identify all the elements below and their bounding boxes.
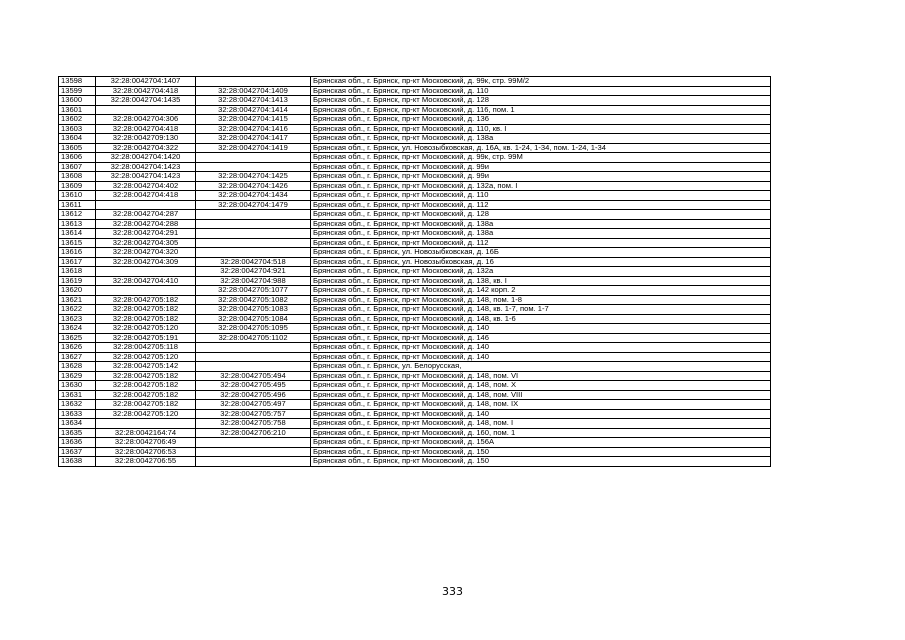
address-cell: Брянская обл., г. Брянск, пр-кт Московский, д. 110 — [311, 191, 771, 201]
row-number-cell: 13630 — [59, 381, 96, 391]
row-number-cell: 13622 — [59, 305, 96, 315]
address-cell: Брянская обл., г. Брянск, пр-кт Московский, д. 99и — [311, 172, 771, 182]
address-cell: Брянская обл., г. Брянск, пр-кт Московский, д. 148, пом. I — [311, 419, 771, 429]
row-number-cell: 13608 — [59, 172, 96, 182]
object-cadastral-number-cell — [196, 229, 311, 239]
cadastral-number-cell: 32:28:0042704:1435 — [96, 96, 196, 106]
cadastral-number-cell: 32:28:0042704:291 — [96, 229, 196, 239]
cadastral-number-cell: 32:28:0042705:120 — [96, 352, 196, 362]
table-row — [59, 86, 771, 96]
address-cell: Брянская обл., г. Брянск, пр-кт Московский, д. 148, пом. IX — [311, 400, 771, 410]
object-cadastral-number-cell — [196, 343, 311, 353]
row-number-cell: 13611 — [59, 200, 96, 210]
address-cell: Брянская обл., г. Брянск, ул. Новозыбковская, д. 16А, кв. 1-24, 1-34, пом. 1-24, 1-34 — [311, 143, 771, 153]
address-cell: Брянская обл., г. Брянск, пр-кт Московский, д. 148, пом. VIII — [311, 390, 771, 400]
cadastral-number-cell: 32:28:0042704:1423 — [96, 172, 196, 182]
table-row — [59, 153, 771, 163]
cadastral-number-cell: 32:28:0042704:287 — [96, 210, 196, 220]
cadastral-number-cell: 32:28:0042704:418 — [96, 124, 196, 134]
object-cadastral-number-cell — [196, 238, 311, 248]
table-row — [59, 409, 771, 419]
object-cadastral-number-cell — [196, 77, 311, 87]
table-row — [59, 305, 771, 315]
address-cell: Брянская обл., г. Брянск, пр-кт Московский, д. 146 — [311, 333, 771, 343]
object-cadastral-number-cell: 32:28:0042705:1084 — [196, 314, 311, 324]
row-number-cell: 13615 — [59, 238, 96, 248]
row-number-cell: 13605 — [59, 143, 96, 153]
cadastral-number-cell: 32:28:0042704:288 — [96, 219, 196, 229]
cadastral-number-cell: 32:28:0042705:182 — [96, 381, 196, 391]
cadastral-number-cell: 32:28:0042706:49 — [96, 438, 196, 448]
row-number-cell: 13635 — [59, 428, 96, 438]
row-number-cell: 13628 — [59, 362, 96, 372]
table-row — [59, 276, 771, 286]
cadastral-number-cell: 32:28:0042704:402 — [96, 181, 196, 191]
address-cell: Брянская обл., г. Брянск, пр-кт Московский, д. 148, пом. VI — [311, 371, 771, 381]
object-cadastral-number-cell: 32:28:0042706:210 — [196, 428, 311, 438]
object-cadastral-number-cell — [196, 210, 311, 220]
cadastral-number-cell: 32:28:0042704:322 — [96, 143, 196, 153]
cadastral-number-cell: 32:28:0042164:74 — [96, 428, 196, 438]
row-number-cell: 13599 — [59, 86, 96, 96]
table-row — [59, 419, 771, 429]
address-cell: Брянская обл., г. Брянск, пр-кт Московский, д. 156А — [311, 438, 771, 448]
table-row — [59, 210, 771, 220]
row-number-cell: 13629 — [59, 371, 96, 381]
row-number-cell: 13602 — [59, 115, 96, 125]
row-number-cell: 13601 — [59, 105, 96, 115]
cadastral-number-cell: 32:28:0042705:142 — [96, 362, 196, 372]
object-cadastral-number-cell: 32:28:0042705:758 — [196, 419, 311, 429]
object-cadastral-number-cell: 32:28:0042704:1416 — [196, 124, 311, 134]
row-number-cell: 13621 — [59, 295, 96, 305]
cadastral-number-cell: 32:28:0042705:182 — [96, 371, 196, 381]
table-row — [59, 143, 771, 153]
cadastral-number-cell: 32:28:0042704:305 — [96, 238, 196, 248]
table-row — [59, 352, 771, 362]
table-body — [59, 77, 771, 467]
table-row — [59, 324, 771, 334]
row-number-cell: 13618 — [59, 267, 96, 277]
table-row — [59, 343, 771, 353]
address-cell: Брянская обл., г. Брянск, пр-кт Московский, д. 160, пом. 1 — [311, 428, 771, 438]
address-cell: Брянская обл., г. Брянск, пр-кт Московский, д. 99к, стр. 99М/2 — [311, 77, 771, 87]
table-row — [59, 229, 771, 239]
cadastral-number-cell — [96, 267, 196, 277]
row-number-cell: 13624 — [59, 324, 96, 334]
cadastral-number-cell: 32:28:0042706:53 — [96, 447, 196, 457]
table-row — [59, 77, 771, 87]
row-number-cell: 13613 — [59, 219, 96, 229]
object-cadastral-number-cell: 32:28:0042704:518 — [196, 257, 311, 267]
table-row — [59, 248, 771, 258]
row-number-cell: 13619 — [59, 276, 96, 286]
object-cadastral-number-cell: 32:28:0042704:1409 — [196, 86, 311, 96]
row-number-cell: 13620 — [59, 286, 96, 296]
cadastral-number-cell: 32:28:0042705:182 — [96, 390, 196, 400]
table-row — [59, 381, 771, 391]
table-row — [59, 438, 771, 448]
address-cell: Брянская обл., г. Брянск, пр-кт Московский, д. 110 — [311, 86, 771, 96]
address-cell: Брянская обл., г. Брянск, пр-кт Московский, д. 112 — [311, 238, 771, 248]
table-row — [59, 267, 771, 277]
row-number-cell: 13607 — [59, 162, 96, 172]
object-cadastral-number-cell: 32:28:0042704:1434 — [196, 191, 311, 201]
object-cadastral-number-cell — [196, 153, 311, 163]
page-number: 333 — [442, 585, 463, 598]
address-cell: Брянская обл., г. Брянск, пр-кт Московский, д. 148, кв. 1-7, пом. 1-7 — [311, 305, 771, 315]
cadastral-number-cell: 32:28:0042704:418 — [96, 86, 196, 96]
table-row — [59, 238, 771, 248]
row-number-cell: 13634 — [59, 419, 96, 429]
cadastral-number-cell: 32:28:0042706:55 — [96, 457, 196, 467]
cadastral-number-cell: 32:28:0042705:182 — [96, 400, 196, 410]
table-row — [59, 400, 771, 410]
object-cadastral-number-cell: 32:28:0042705:1077 — [196, 286, 311, 296]
row-number-cell: 13637 — [59, 447, 96, 457]
object-cadastral-number-cell: 32:28:0042704:1419 — [196, 143, 311, 153]
table-row — [59, 134, 771, 144]
object-cadastral-number-cell: 32:28:0042704:921 — [196, 267, 311, 277]
table-row — [59, 162, 771, 172]
cadastral-number-cell: 32:28:0042709:130 — [96, 134, 196, 144]
table-row — [59, 115, 771, 125]
cadastral-number-cell: 32:28:0042705:120 — [96, 409, 196, 419]
object-cadastral-number-cell — [196, 438, 311, 448]
cadastral-number-cell: 32:28:0042705:120 — [96, 324, 196, 334]
address-cell: Брянская обл., г. Брянск, пр-кт Московский, д. 140 — [311, 352, 771, 362]
object-cadastral-number-cell: 32:28:0042704:1479 — [196, 200, 311, 210]
object-cadastral-number-cell: 32:28:0042704:1413 — [196, 96, 311, 106]
object-cadastral-number-cell: 32:28:0042704:1425 — [196, 172, 311, 182]
property-register-table — [58, 76, 771, 467]
address-cell: Брянская обл., г. Брянск, ул. Белорусская, — [311, 362, 771, 372]
address-cell: Брянская обл., г. Брянск, пр-кт Московский, д. 148, пом. 1-8 — [311, 295, 771, 305]
address-cell: Брянская обл., г. Брянск, пр-кт Московский, д. 132а — [311, 267, 771, 277]
row-number-cell: 13633 — [59, 409, 96, 419]
cadastral-number-cell: 32:28:0042705:182 — [96, 295, 196, 305]
object-cadastral-number-cell: 32:28:0042705:495 — [196, 381, 311, 391]
address-cell: Брянская обл., г. Брянск, пр-кт Московский, д. 128 — [311, 96, 771, 106]
row-number-cell: 13636 — [59, 438, 96, 448]
object-cadastral-number-cell: 32:28:0042704:1415 — [196, 115, 311, 125]
cadastral-number-cell — [96, 419, 196, 429]
object-cadastral-number-cell — [196, 162, 311, 172]
object-cadastral-number-cell: 32:28:0042705:1083 — [196, 305, 311, 315]
cadastral-number-cell: 32:28:0042704:1420 — [96, 153, 196, 163]
row-number-cell: 13638 — [59, 457, 96, 467]
table-row — [59, 428, 771, 438]
table-row — [59, 172, 771, 182]
cadastral-number-cell: 32:28:0042705:182 — [96, 314, 196, 324]
cadastral-number-cell: 32:28:0042704:320 — [96, 248, 196, 258]
table-row — [59, 295, 771, 305]
object-cadastral-number-cell: 32:28:0042705:1102 — [196, 333, 311, 343]
address-cell: Брянская обл., г. Брянск, пр-кт Московский, д. 132а, пом. I — [311, 181, 771, 191]
table-row — [59, 191, 771, 201]
cadastral-number-cell: 32:28:0042705:118 — [96, 343, 196, 353]
address-cell: Брянская обл., г. Брянск, пр-кт Московский, д. 148, кв. 1-6 — [311, 314, 771, 324]
row-number-cell: 13623 — [59, 314, 96, 324]
address-cell: Брянская обл., г. Брянск, пр-кт Московский, д. 99и — [311, 162, 771, 172]
row-number-cell: 13632 — [59, 400, 96, 410]
object-cadastral-number-cell — [196, 447, 311, 457]
cadastral-number-cell: 32:28:0042704:418 — [96, 191, 196, 201]
object-cadastral-number-cell: 32:28:0042705:1095 — [196, 324, 311, 334]
cadastral-number-cell: 32:28:0042704:410 — [96, 276, 196, 286]
address-cell: Брянская обл., г. Брянск, пр-кт Московский, д. 110, кв. I — [311, 124, 771, 134]
object-cadastral-number-cell — [196, 219, 311, 229]
table-row — [59, 333, 771, 343]
address-cell: Брянская обл., г. Брянск, пр-кт Московский, д. 128 — [311, 210, 771, 220]
object-cadastral-number-cell: 32:28:0042705:757 — [196, 409, 311, 419]
address-cell: Брянская обл., г. Брянск, ул. Новозыбковская, д. 16Б — [311, 248, 771, 258]
object-cadastral-number-cell: 32:28:0042705:497 — [196, 400, 311, 410]
table-row — [59, 362, 771, 372]
table-row — [59, 257, 771, 267]
address-cell: Брянская обл., г. Брянск, пр-кт Московский, д. 140 — [311, 343, 771, 353]
cadastral-number-cell: 32:28:0042704:1407 — [96, 77, 196, 87]
cadastral-number-cell: 32:28:0042704:309 — [96, 257, 196, 267]
object-cadastral-number-cell — [196, 352, 311, 362]
object-cadastral-number-cell: 32:28:0042705:494 — [196, 371, 311, 381]
address-cell: Брянская обл., г. Брянск, пр-кт Московский, д. 116, пом. 1 — [311, 105, 771, 115]
address-cell: Брянская обл., г. Брянск, пр-кт Московский, д. 138а — [311, 229, 771, 239]
row-number-cell: 13600 — [59, 96, 96, 106]
row-number-cell: 13617 — [59, 257, 96, 267]
object-cadastral-number-cell: 32:28:0042704:988 — [196, 276, 311, 286]
row-number-cell: 13604 — [59, 134, 96, 144]
address-cell: Брянская обл., г. Брянск, пр-кт Московский, д. 142 корп. 2 — [311, 286, 771, 296]
table-row — [59, 200, 771, 210]
table-row — [59, 371, 771, 381]
address-cell: Брянская обл., г. Брянск, пр-кт Московский, д. 138а — [311, 134, 771, 144]
table-row — [59, 314, 771, 324]
table-row — [59, 181, 771, 191]
table-row — [59, 447, 771, 457]
row-number-cell: 13625 — [59, 333, 96, 343]
address-cell: Брянская обл., г. Брянск, пр-кт Московский, д. 112 — [311, 200, 771, 210]
address-cell: Брянская обл., г. Брянск, пр-кт Московский, д. 148, пом. X — [311, 381, 771, 391]
cadastral-number-cell: 32:28:0042705:191 — [96, 333, 196, 343]
object-cadastral-number-cell: 32:28:0042704:1414 — [196, 105, 311, 115]
object-cadastral-number-cell: 32:28:0042705:496 — [196, 390, 311, 400]
object-cadastral-number-cell: 32:28:0042705:1082 — [196, 295, 311, 305]
cadastral-number-cell — [96, 200, 196, 210]
cadastral-number-cell — [96, 286, 196, 296]
object-cadastral-number-cell — [196, 362, 311, 372]
cadastral-number-cell: 32:28:0042705:182 — [96, 305, 196, 315]
table-row — [59, 96, 771, 106]
object-cadastral-number-cell: 32:28:0042704:1417 — [196, 134, 311, 144]
object-cadastral-number-cell: 32:28:0042704:1426 — [196, 181, 311, 191]
table-row — [59, 390, 771, 400]
cadastral-number-cell: 32:28:0042704:306 — [96, 115, 196, 125]
table-row — [59, 457, 771, 467]
row-number-cell: 13598 — [59, 77, 96, 87]
table-row — [59, 219, 771, 229]
address-cell: Брянская обл., г. Брянск, пр-кт Московский, д. 150 — [311, 457, 771, 467]
row-number-cell: 13610 — [59, 191, 96, 201]
row-number-cell: 13603 — [59, 124, 96, 134]
row-number-cell: 13631 — [59, 390, 96, 400]
table-row — [59, 124, 771, 134]
row-number-cell: 13612 — [59, 210, 96, 220]
row-number-cell: 13606 — [59, 153, 96, 163]
address-cell: Брянская обл., г. Брянск, пр-кт Московский, д. 150 — [311, 447, 771, 457]
address-cell: Брянская обл., г. Брянск, пр-кт Московский, д. 99к, стр. 99М — [311, 153, 771, 163]
address-cell: Брянская обл., г. Брянск, ул. Новозыбковская, д. 16 — [311, 257, 771, 267]
table-row — [59, 105, 771, 115]
object-cadastral-number-cell — [196, 457, 311, 467]
row-number-cell: 13616 — [59, 248, 96, 258]
row-number-cell: 13626 — [59, 343, 96, 353]
object-cadastral-number-cell — [196, 248, 311, 258]
row-number-cell: 13609 — [59, 181, 96, 191]
address-cell: Брянская обл., г. Брянск, пр-кт Московский, д. 138а — [311, 219, 771, 229]
address-cell: Брянская обл., г. Брянск, пр-кт Московский, д. 138, кв. I — [311, 276, 771, 286]
address-cell: Брянская обл., г. Брянск, пр-кт Московский, д. 140 — [311, 409, 771, 419]
address-cell: Брянская обл., г. Брянск, пр-кт Московский, д. 140 — [311, 324, 771, 334]
row-number-cell: 13627 — [59, 352, 96, 362]
table-row — [59, 286, 771, 296]
cadastral-number-cell — [96, 105, 196, 115]
row-number-cell: 13614 — [59, 229, 96, 239]
cadastral-number-cell: 32:28:0042704:1423 — [96, 162, 196, 172]
address-cell: Брянская обл., г. Брянск, пр-кт Московский, д. 136 — [311, 115, 771, 125]
